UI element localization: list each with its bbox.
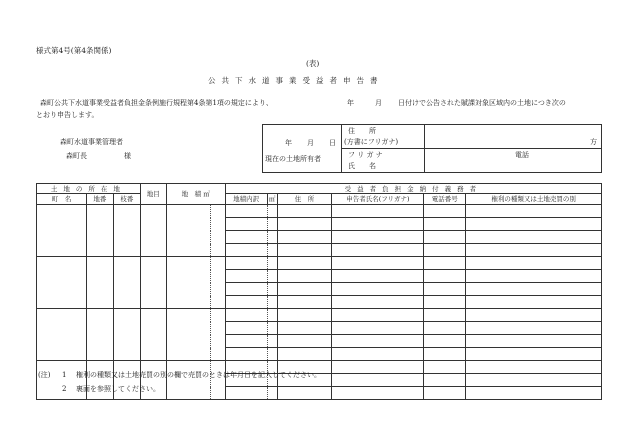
note1-text: 権利の種類又は土地売買の別の欄で売買のときは年月日を記入してください。 <box>76 371 321 379</box>
phone-cell[interactable] <box>424 387 466 400</box>
addressee-line2-b: 様 <box>124 152 131 160</box>
address-cell[interactable] <box>277 348 332 361</box>
branch-cell[interactable] <box>113 205 140 257</box>
breakdown-cell[interactable] <box>225 205 267 218</box>
area-text: 地 積 <box>181 190 202 198</box>
phone-cell[interactable] <box>424 374 466 387</box>
land-location-header <box>37 184 141 194</box>
addressee-line1: 森町水道事業管理者 <box>60 138 123 146</box>
category-cell[interactable] <box>140 205 166 257</box>
rights-cell[interactable] <box>466 296 602 309</box>
name-label-cell <box>342 149 425 173</box>
address-cell[interactable] <box>277 387 332 400</box>
breakdown-cell-b[interactable] <box>267 387 277 400</box>
town-cell[interactable] <box>37 205 87 257</box>
form-number: 様式第4号(第4条関係) <box>36 46 112 55</box>
rights-cell[interactable] <box>466 387 602 400</box>
addressee-line2-a: 森町長 <box>66 152 87 160</box>
rights-cell[interactable] <box>466 348 602 361</box>
breakdown-cell-b[interactable] <box>267 205 277 218</box>
address-cell[interactable] <box>277 218 332 231</box>
name-cell[interactable] <box>332 361 424 374</box>
breakdown-cell-b[interactable] <box>267 257 277 270</box>
address-cell[interactable] <box>277 244 332 257</box>
area-cell[interactable] <box>166 205 210 257</box>
lot-cell[interactable] <box>86 205 113 257</box>
address-label: 住 所 <box>348 127 376 135</box>
name-cell[interactable] <box>332 374 424 387</box>
phone-field[interactable] <box>515 149 602 173</box>
breakdown-cell-b[interactable] <box>267 335 277 348</box>
address-cell[interactable] <box>277 322 332 335</box>
phone-header: 電話番号 <box>424 194 466 205</box>
rights-cell[interactable] <box>466 322 602 335</box>
rights-cell[interactable] <box>466 309 602 322</box>
date-day: 日 <box>329 139 336 147</box>
obligor-text: 受益者負担金納付義務者 <box>344 184 483 193</box>
lot-number-header: 地番 <box>86 194 113 205</box>
branch-cell[interactable] <box>113 309 140 361</box>
phone-cell[interactable] <box>424 231 466 244</box>
address-cell[interactable] <box>277 335 332 348</box>
address-cell[interactable] <box>277 257 332 270</box>
intro-year: 年 <box>347 99 354 107</box>
name-cell[interactable] <box>332 348 424 361</box>
name-cell[interactable] <box>332 218 424 231</box>
name-cell[interactable] <box>332 231 424 244</box>
breakdown-cell[interactable] <box>225 322 267 335</box>
branch-number-header: 枝番 <box>113 194 140 205</box>
area-cell-b[interactable] <box>210 257 225 309</box>
phone-cell[interactable] <box>424 257 466 270</box>
rights-cell[interactable] <box>466 283 602 296</box>
breakdown-cell-b[interactable] <box>267 270 277 283</box>
phone-cell[interactable] <box>424 244 466 257</box>
intro-line1-a: 森町公共下水道事業受益者負担金条例施行規程第4条第1項の規定により、 <box>40 99 273 107</box>
breakdown-cell-b[interactable] <box>267 283 277 296</box>
date-year: 年 <box>285 139 292 147</box>
town-header: 町 名 <box>37 194 87 205</box>
breakdown-cell-b[interactable] <box>267 348 277 361</box>
breakdown-cell-b[interactable] <box>267 296 277 309</box>
phone-cell[interactable] <box>424 205 466 218</box>
breakdown-cell[interactable] <box>225 309 267 322</box>
breakdown-cell-b[interactable] <box>267 231 277 244</box>
address-cell[interactable] <box>277 205 332 218</box>
owner-label: 現在の土地所有者 <box>265 155 321 163</box>
name-cell[interactable] <box>332 205 424 218</box>
intro-line2: とおり申告します。 <box>36 111 99 119</box>
date-month: 月 <box>307 139 314 147</box>
rights-cell[interactable] <box>466 205 602 218</box>
breakdown-cell-b[interactable] <box>267 322 277 335</box>
name-cell[interactable] <box>332 309 424 322</box>
rights-cell[interactable] <box>466 374 602 387</box>
furigana-label: フ リ ガ ナ <box>348 151 383 159</box>
name-cell[interactable] <box>332 387 424 400</box>
obligor-header <box>225 184 601 194</box>
name-cell[interactable] <box>332 335 424 348</box>
phone-cell[interactable] <box>424 296 466 309</box>
breakdown-unit-header: ㎡ <box>268 195 276 203</box>
breakdown-cell[interactable] <box>225 283 267 296</box>
name-cell[interactable] <box>332 270 424 283</box>
phone-cell[interactable] <box>424 361 466 374</box>
name-label: 氏 名 <box>348 162 376 170</box>
side-label: (表) <box>306 59 320 68</box>
rights-cell[interactable] <box>466 218 602 231</box>
breakdown-cell-b[interactable] <box>267 309 277 322</box>
page-title: 公共下水道事業受益者申告書 <box>208 76 384 85</box>
area-cell[interactable] <box>166 257 210 309</box>
phone-cell[interactable] <box>424 270 466 283</box>
area-unit: ㎡ <box>203 190 210 198</box>
applicant-left-cell <box>263 125 342 173</box>
land-category-header: 地目 <box>140 184 166 205</box>
note2-number: 2 <box>62 385 67 393</box>
rights-cell[interactable] <box>466 244 602 257</box>
intro-line1-b: 日付けで公告された賦課対象区域内の土地につき次の <box>398 99 566 107</box>
address-field[interactable] <box>425 125 602 149</box>
breakdown-cell[interactable] <box>225 387 267 400</box>
address-suffix: 方 <box>590 138 597 146</box>
rights-cell[interactable] <box>466 257 602 270</box>
lot-cell[interactable] <box>86 309 113 361</box>
category-cell[interactable] <box>140 257 166 309</box>
phone-cell[interactable] <box>424 322 466 335</box>
note1-number: 1 <box>62 371 67 379</box>
breakdown-cell[interactable] <box>225 257 267 270</box>
area-cell-b[interactable] <box>210 309 225 361</box>
address-cell[interactable] <box>277 309 332 322</box>
address-cell[interactable] <box>277 270 332 283</box>
phone-cell[interactable] <box>424 309 466 322</box>
breakdown-cell-b[interactable] <box>267 244 277 257</box>
breakdown-cell[interactable] <box>225 296 267 309</box>
applicant-table <box>262 124 602 173</box>
area-cell[interactable] <box>166 309 210 361</box>
rights-cell[interactable] <box>466 335 602 348</box>
rights-type-header: 権利の種類又は土地売買の別 <box>466 194 602 205</box>
main-table <box>36 183 602 400</box>
phone-label: 電話 <box>515 151 529 159</box>
rights-cell[interactable] <box>466 231 602 244</box>
name-cell[interactable] <box>332 257 424 270</box>
breakdown-cell[interactable] <box>225 335 267 348</box>
area-breakdown-header: 地積内訳 <box>225 194 267 205</box>
rights-cell[interactable] <box>466 270 602 283</box>
area-cell[interactable] <box>166 361 210 400</box>
area-header <box>166 184 225 205</box>
phone-cell[interactable] <box>424 348 466 361</box>
branch-cell[interactable] <box>113 257 140 309</box>
land-location-text: 土地の所在地 <box>50 184 126 193</box>
name-cell[interactable] <box>332 322 424 335</box>
address-label-cell <box>342 125 425 149</box>
address-cell[interactable] <box>277 231 332 244</box>
address-cell[interactable] <box>277 283 332 296</box>
breakdown-cell-b[interactable] <box>267 218 277 231</box>
name-cell[interactable] <box>332 296 424 309</box>
breakdown-cell[interactable] <box>225 348 267 361</box>
town-cell[interactable] <box>37 309 87 361</box>
notes-label: (注) <box>38 371 51 379</box>
breakdown-cell[interactable] <box>225 270 267 283</box>
name-cell[interactable] <box>332 244 424 257</box>
address-cell[interactable] <box>277 296 332 309</box>
name-cell[interactable] <box>332 283 424 296</box>
address-header: 住 所 <box>277 194 332 205</box>
note2-text: 裏面を参照してください。 <box>76 385 160 393</box>
area-cell-b[interactable] <box>210 361 225 400</box>
phone-cell[interactable] <box>424 335 466 348</box>
name-field[interactable] <box>425 149 516 173</box>
breakdown-cell[interactable] <box>225 244 267 257</box>
category-cell[interactable] <box>140 309 166 361</box>
town-cell[interactable] <box>37 257 87 309</box>
breakdown-cell[interactable] <box>225 218 267 231</box>
phone-cell[interactable] <box>424 283 466 296</box>
phone-cell[interactable] <box>424 218 466 231</box>
address-furigana-label: (方書にフリガナ) <box>344 138 399 146</box>
area-cell-b[interactable] <box>210 205 225 257</box>
breakdown-cell[interactable] <box>225 231 267 244</box>
intro-month: 月 <box>375 99 382 107</box>
applicant-name-header: 申告者氏名(フリガナ) <box>332 194 424 205</box>
lot-cell[interactable] <box>86 257 113 309</box>
rights-cell[interactable] <box>466 361 602 374</box>
